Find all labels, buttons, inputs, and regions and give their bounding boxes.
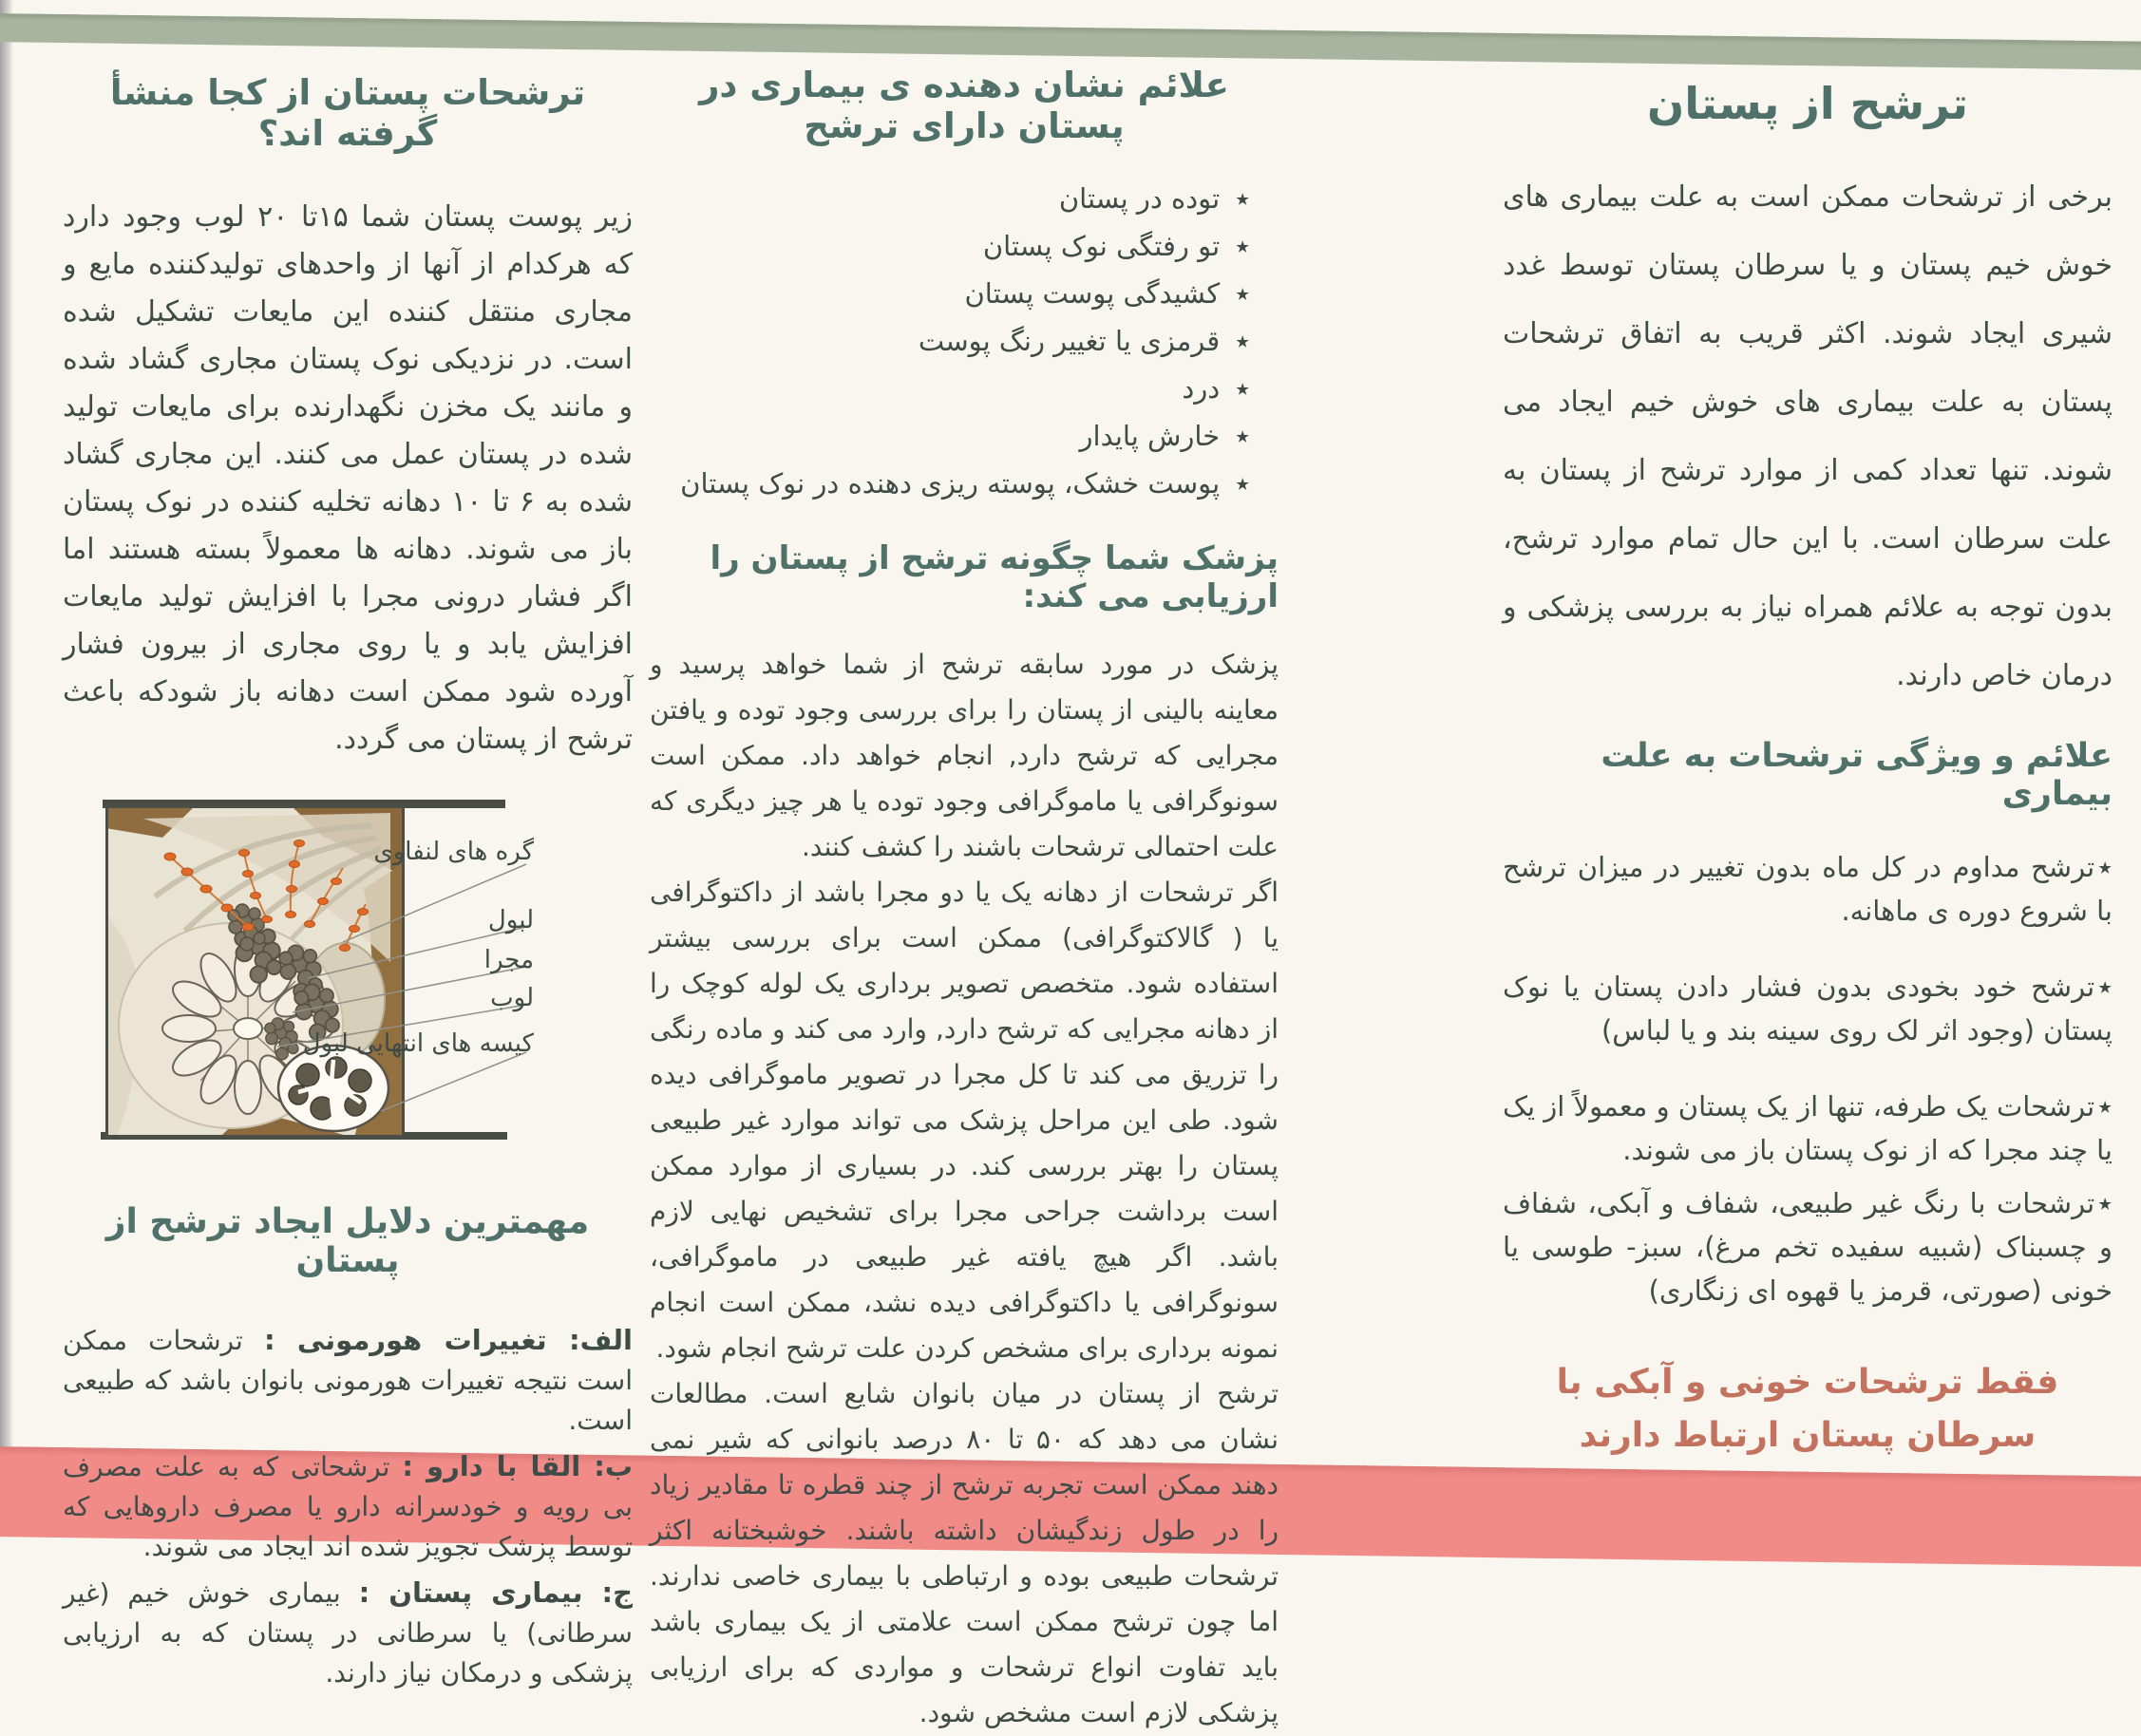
symptom-text: تو رفتگی نوک پستان (982, 230, 1221, 262)
disease-bullet-4 (1503, 1181, 2113, 1312)
asterisk-bullet-icon: ٭ (1235, 420, 1250, 452)
disease-bullet-2-text: ترشح خود بخودی بدون فشار دادن پستان یا نوک پستان (وجود اثر لک روی سینه بند و یا لباس) (1503, 971, 2113, 1047)
figure-leader-lines (63, 798, 633, 1176)
figure-label-lymph-nodes: گره های لنفاوی (373, 838, 534, 866)
disease-bullet-3-text: ترشحات یک طرفه، تنها از یک پستان و معمولاً از یک یا چند مجرا که از نوک پستان باز می شوند. (1503, 1090, 2113, 1166)
causes-heading: مهمترین دلایل ایجاد ترشح از پستان (105, 1202, 590, 1280)
cause-item-breast-disease (63, 1573, 633, 1693)
symptom-item (650, 270, 1275, 317)
page-title: ترشح از پستان (1647, 78, 1968, 129)
asterisk-bullet-icon: ٭ (2097, 1090, 2113, 1123)
left-column (63, 63, 633, 1699)
asterisk-bullet-icon: ٭ (1235, 325, 1250, 357)
asterisk-bullet-icon: ٭ (1235, 372, 1250, 405)
disease-bullet-1 (1503, 845, 2113, 933)
origin-heading: ترشحات پستان از کجا منشأ گرفته اند؟ (109, 72, 586, 154)
asterisk-bullet-icon: ٭ (2097, 971, 2113, 1003)
breast-anatomy-figure (63, 798, 633, 1176)
symptom-text: پوست خشک، پوسته ریزی دهنده در نوک پستان (680, 467, 1221, 500)
disease-bullet-2 (1503, 965, 2113, 1052)
cause-lead: الف: تغییرات هورمونی : (263, 1324, 634, 1356)
figure-label-duct: مجرا (483, 946, 534, 974)
cause-text: بیماری خوش خیم (غیر سرطانی) یا سرطانی در پستان که به ارزیابی پزشکی و درمکان نیاز دارند. (63, 1577, 633, 1689)
symptom-text: قرمزی یا تغییر رنگ پوست (918, 325, 1221, 357)
symptom-item (650, 175, 1275, 222)
symptoms-list (650, 175, 1279, 507)
symptom-item (650, 222, 1275, 270)
symptom-text: توده در پستان (1058, 182, 1221, 215)
cause-item-hormonal (63, 1320, 633, 1441)
asterisk-bullet-icon: ٭ (1235, 182, 1250, 215)
symptom-text: کشیدگی پوست پستان (964, 277, 1221, 310)
evaluation-paragraph-2: اگر ترشحات از دهانه یک یا دو مجرا باشد از داکتوگرافی یا ( گالاکتوگرافی) ممکن است برای بررسی بیشتر استفاده شود. متخصص تصویر برداری یک لوله کوچک را از دهانه مجرایی که ترشح دارد, وارد می کند و ماده رنگی را تزریق می کند تا کل مجرا در تصویر ماموگرافی دیده شود. طی این مراحل پزشک می تواند موارد غیر طبیعی پستان را بهتر بررسی کند. در بسیاری از موارد ممکن است برداشت جراحی مجرا برای تشخیص نهایی لازم باشد. اگر هیچ یافته غیر طبیعی در ماموگرافی، سونوگرافی یا داکتوگرافی دیده نشد، ممکن است انجام نمونه برداری برای مشخص کردن علت ترشح انجام شود. (650, 877, 1279, 1364)
asterisk-bullet-icon: ٭ (1235, 467, 1250, 500)
symptom-text: درد (1182, 372, 1221, 405)
scan-left-edge (0, 0, 13, 1512)
symptom-text: خارش پایدار (1079, 420, 1221, 452)
disease-bullet-1-text: ترشح مداوم در کل ماه بدون تغییر در میزان ترشح با شروع دوره ی ماهانه. (1503, 851, 2113, 927)
origin-paragraph: زیر پوست پستان شما ۱۵تا ۲۰ لوب وجود دارد که هرکدام از آنها از واحدهای تولیدکننده مایع و مجاری منتقل کننده این مایعات تشکیل شده است. در نزدیکی نوک پستان مجاری گشاد شده و مانند یک مخزن نگهدارنده برای مایعات تولید شده در پستان عمل می کنند. این مجاری گشاد شده به ۶ تا ۱۰ دهانه تخلیه کننده در نوک پستان باز می شوند. دهانه ها معمولاً بسته هستند اما اگر فشار درونی مجرا با افزایش تولید مایعات افزایش یابد و یا روی مجاری از بیرون فشار آورده شود ممکن است دهانه باز شودکه باعث ترشح از پستان می گردد. (63, 200, 634, 756)
asterisk-bullet-icon: ٭ (1235, 277, 1250, 310)
asterisk-bullet-icon: ٭ (2097, 851, 2113, 883)
figure-label-lobule: لبول (487, 906, 534, 934)
cause-lead: ج: بیماری پستان : (358, 1576, 633, 1609)
disease-bullet-4-text: ترشحات با رنگ غیر طبیعی، شفاف و آبکی، شفاف و چسبناک (شبیه سفیده تخم مرغ)، سبز- طوسی یا خونی (صورتی، قرمز یا قهوه ای زنگاری) (1503, 1187, 2113, 1307)
asterisk-bullet-icon: ٭ (2097, 1187, 2113, 1219)
middle-column (650, 47, 1279, 1736)
right-column (1503, 55, 2113, 1462)
cause-lead: ب: القا با دارو : (402, 1450, 633, 1482)
symptom-item (650, 412, 1275, 460)
evaluation-heading: پزشک شما چگونه ترشح از پستان را ارزیابی می کند: (710, 539, 1279, 615)
disease-bullet-3 (1503, 1085, 2113, 1172)
evaluation-paragraph-1: پزشک در مورد سابقه ترشح از شما خواهد پرسید و معاینه بالینی از پستان را برای بررسی وجود توده و یافتن مجرایی که ترشح دارد, انجام خواهد داد. ممکن است سونوگرافی یا ماموگرافی وجود توده یا هر چیز دیگری که علت احتمالی ترشحات باشند را کشف کنند. (650, 649, 1279, 862)
intro-paragraph: برخی از ترشحات ممکن است به علت بیماری های خوش خیم پستان و یا سرطان پستان توسط غدد شیری ایجاد شوند. اکثر قریب به اتفاق ترشحات پستان به علت بیماری های خوش خیم ایجاد می شوند. تنها تعداد کمی از موارد ترشح از پستان به علت سرطان است. با این حال تمام موارد ترشح، بدون توجه به علائم همراه نیاز به بررسی پزشکی و درمان خاص دارند. (1503, 180, 2113, 692)
figure-label-lobe: لوب (490, 984, 534, 1012)
cause-text: ترشحاتی که به علت مصرف بی رویه و خودسرانه دارو یا مصرف داروهایی که توسط پزشک تجویز شده اند ایجاد می شوند. (63, 1451, 633, 1562)
asterisk-bullet-icon: ٭ (1235, 230, 1250, 262)
symptom-item (650, 460, 1275, 507)
cause-item-drug (63, 1446, 633, 1567)
symptom-item (650, 317, 1275, 365)
cancer-warning-text: فقط ترشحات خونی و آبکی با سرطان پستان ارتباط دارند (1556, 1363, 2059, 1455)
evaluation-paragraph-3: ترشح از پستان در میان بانوان شایع است. مطالعات نشان می دهد که ۵۰ تا ۸۰ درصد بانوانی که شیر نمی دهند ممکن است تجربه ترشح از چند قطره تا مقادیر زیاد را در طول زندگیشان داشته باشند. خوشبختانه اکثر ترشحات طبیعی بوده و ارتباطی با بیماری خاصی ندارند. اما چون ترشح ممکن است علامتی از یک بیماری باشد باید تفاوت انواع ترشحات و مواردی که برای ارزیابی پزشکی لازم است مشخص شود. (650, 1378, 1279, 1728)
disease-signs-subheading: علائم و ویژگی ترشحات به علت بیماری (1601, 737, 2113, 813)
figure-label-terminal-sacs: کیسه های انتهایی لبول (302, 1029, 534, 1058)
cause-text: ترشحات ممکن است نتیجه تغییرات هورمونی بانوان باشد که طبیعی است. (63, 1325, 633, 1436)
symptom-item (650, 365, 1275, 412)
symptoms-heading: علائم نشان دهنده ی بیماری در پستان دارای ترشح (699, 65, 1229, 146)
